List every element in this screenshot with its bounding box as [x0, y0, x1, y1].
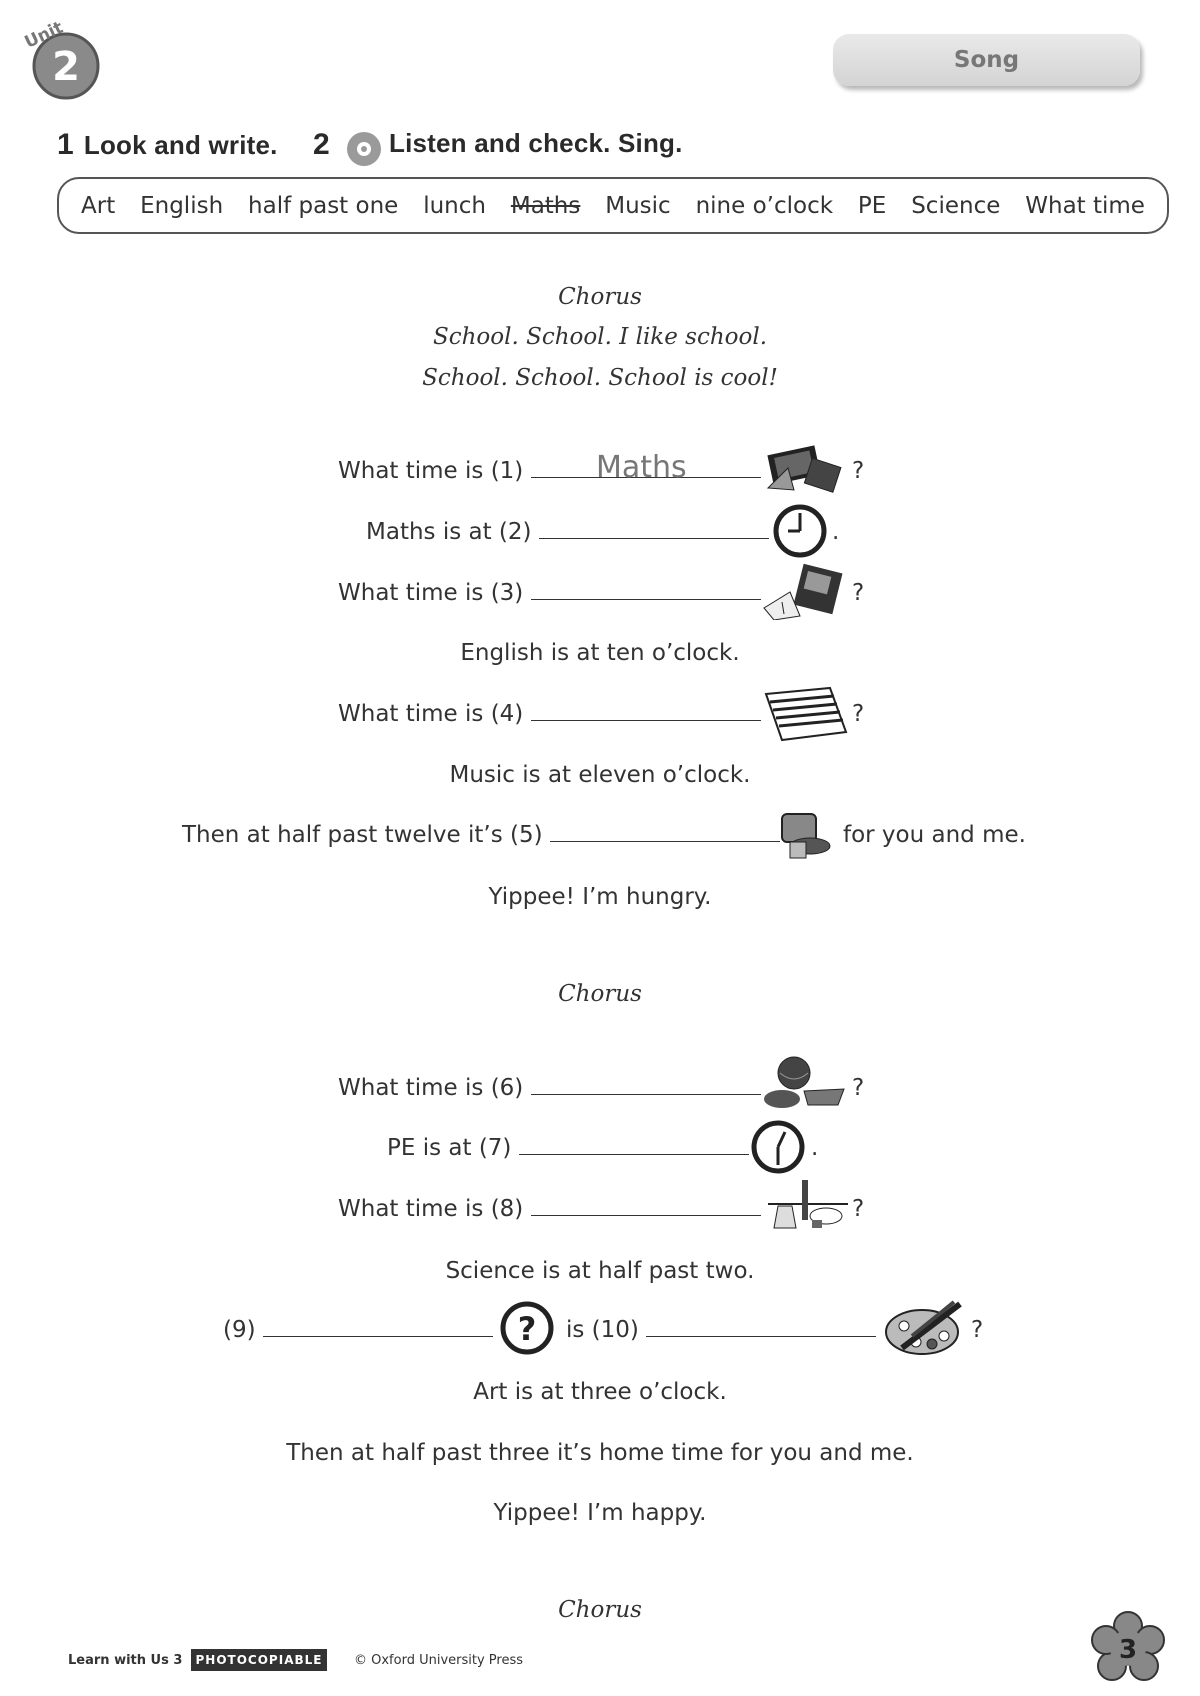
- word-bank-item-struck: Maths: [510, 192, 581, 219]
- exercise-1-text: Look and write.: [83, 130, 278, 160]
- chorus-line-2: School. School. School is cool!: [422, 365, 778, 391]
- line-8-prefix: What time is (8): [338, 1196, 524, 1222]
- english-line: English is at ten o’clock.: [460, 640, 740, 666]
- song-line-5: [182, 822, 780, 848]
- answer-blank-6[interactable]: [531, 1094, 761, 1095]
- footer-copyright: © Oxford University Press: [354, 1653, 524, 1668]
- pe-icon: [760, 1055, 852, 1111]
- chorus-label: Chorus: [558, 284, 642, 310]
- photocopiable-badge: PHOTOCOPIABLE: [191, 1649, 327, 1671]
- answer-blank-8[interactable]: [531, 1215, 761, 1216]
- answer-blank-5[interactable]: [550, 841, 780, 842]
- section-tab: [833, 34, 1140, 86]
- answer-blank-2[interactable]: [539, 538, 769, 539]
- song-line-1: [338, 458, 761, 484]
- song-line-3: [338, 580, 761, 606]
- svg-text:?: ?: [517, 1310, 537, 1348]
- word-bank-item: half past one: [248, 192, 399, 219]
- word-bank-item: What time: [1025, 192, 1145, 219]
- line-10-prefix: is (10): [566, 1317, 639, 1343]
- page-number-badge: [1090, 1610, 1166, 1686]
- hungry-line: Yippee! I’m hungry.: [488, 884, 712, 910]
- word-bank-item: Music: [605, 192, 671, 219]
- qmark: ?: [852, 580, 865, 606]
- chorus-label: Chorus: [558, 981, 642, 1007]
- unit-label: Unit: [21, 17, 67, 53]
- period: .: [832, 519, 840, 545]
- footer-book: Learn with Us 3: [68, 1653, 183, 1668]
- song-line-2: [366, 519, 769, 545]
- song-line-8: [338, 1196, 761, 1222]
- qmark: ?: [852, 458, 865, 484]
- unit-number: 2: [52, 44, 80, 90]
- song-line-10: [566, 1317, 876, 1343]
- line-9-prefix: (9): [223, 1317, 256, 1343]
- song-line-6: [338, 1075, 761, 1101]
- line-1-prefix: What time is (1): [338, 458, 524, 484]
- word-bank-item: English: [140, 192, 224, 219]
- period: .: [811, 1135, 819, 1161]
- exercise-1-heading: [57, 128, 278, 162]
- word-bank: [57, 177, 1169, 234]
- word-bank-item: lunch: [423, 192, 486, 219]
- music-line: Music is at eleven o’clock.: [449, 762, 751, 788]
- qmark: ?: [852, 1075, 865, 1101]
- line-4-prefix: What time is (4): [338, 701, 524, 727]
- art-palette-icon: [882, 1296, 966, 1358]
- qmark: ?: [852, 701, 865, 727]
- qmark: ?: [852, 1196, 865, 1222]
- line-5-suffix: for you and me.: [843, 822, 1026, 848]
- answer-blank-4[interactable]: [531, 720, 761, 721]
- word-bank-item: nine o’clock: [695, 192, 834, 219]
- clock-icon: [772, 503, 828, 559]
- line-6-prefix: What time is (6): [338, 1075, 524, 1101]
- line-3-prefix: What time is (3): [338, 580, 524, 606]
- section-tab-label: Song: [953, 47, 1020, 73]
- chorus-label: Chorus: [558, 1597, 642, 1623]
- unit-badge: [20, 14, 110, 104]
- chorus-line-1: School. School. I like school.: [432, 324, 768, 350]
- answer-blank-3[interactable]: [531, 599, 761, 600]
- maths-icon: [764, 438, 844, 496]
- line-2-prefix: Maths is at (2): [366, 519, 532, 545]
- qmark: ?: [971, 1317, 984, 1343]
- home-line: Then at half past three it’s home time for you and me.: [286, 1440, 914, 1466]
- science-icon: [762, 1176, 852, 1234]
- line-7-prefix: PE is at (7): [387, 1135, 512, 1161]
- word-bank-item: PE: [857, 192, 887, 219]
- question-mark-icon: [499, 1300, 555, 1356]
- answer-text-1: Maths: [596, 450, 687, 485]
- happy-line: Yippee! I’m happy.: [493, 1500, 707, 1526]
- answer-blank-9[interactable]: [263, 1336, 493, 1337]
- song-line-9: [223, 1317, 493, 1343]
- music-sheet-icon: [760, 684, 852, 744]
- song-line-4: [338, 701, 761, 727]
- answer-blank-7[interactable]: [519, 1154, 749, 1155]
- word-bank-item: Art: [81, 192, 116, 219]
- answer-blank-10[interactable]: [646, 1336, 876, 1337]
- exercise-1-number: 1: [57, 128, 74, 161]
- lunchbox-icon: [776, 806, 834, 862]
- english-book-icon: [760, 562, 852, 620]
- science-line: Science is at half past two.: [445, 1258, 755, 1284]
- art-line: Art is at three o’clock.: [473, 1379, 727, 1405]
- exercise-2-heading: [313, 128, 340, 162]
- clock-icon: [750, 1119, 806, 1175]
- cd-icon: [345, 130, 383, 168]
- exercise-2-number: 2: [313, 128, 330, 161]
- page-number: 3: [1118, 1635, 1138, 1665]
- line-5-prefix: Then at half past twelve it’s (5): [182, 822, 543, 848]
- song-line-7: [387, 1135, 749, 1161]
- exercise-2-text: Listen and check. Sing.: [389, 128, 683, 158]
- word-bank-item: Science: [911, 192, 1001, 219]
